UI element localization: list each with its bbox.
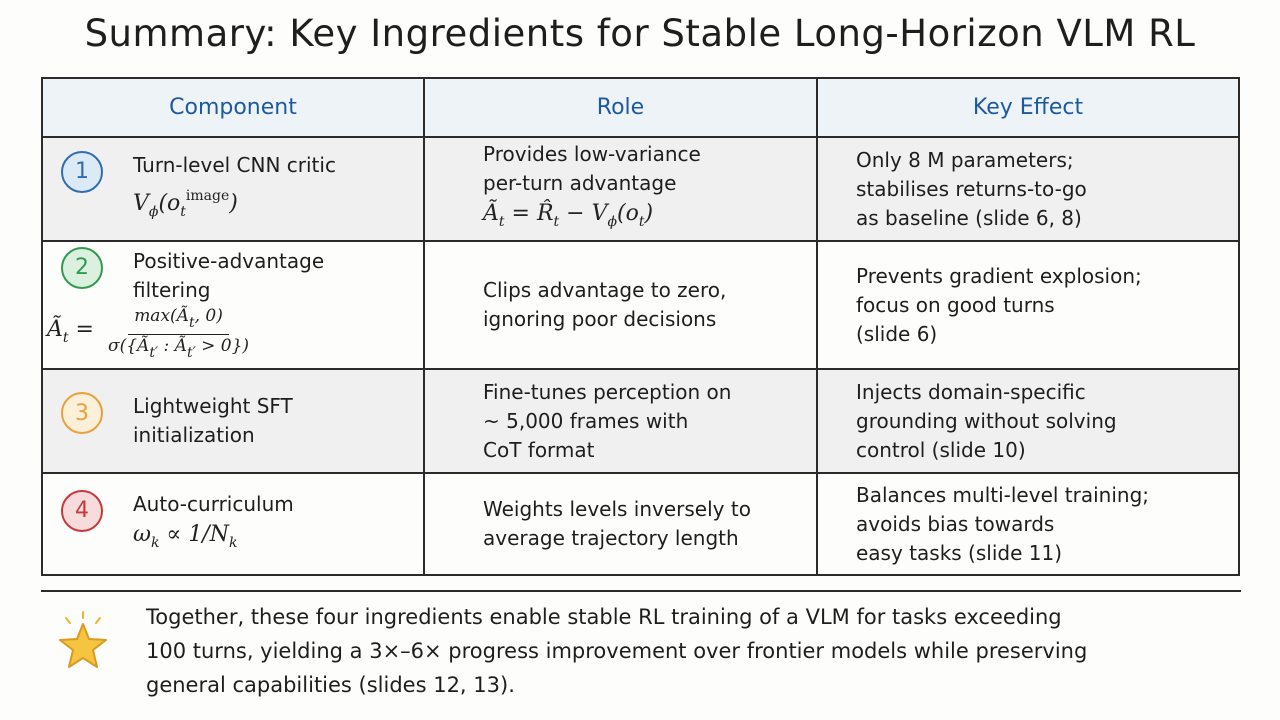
role-line: ~ 5,000 frames with: [483, 408, 689, 433]
component-name-line: Lightweight SFT: [133, 394, 293, 418]
component-name-line: Positive-advantage: [133, 248, 325, 273]
component-cell: [42, 241, 424, 369]
number-badge-3: 3: [61, 392, 103, 434]
role-line: Fine-tunes perception on: [483, 379, 732, 404]
effect-line: avoids bias towards: [856, 511, 1055, 536]
component-cell: [42, 473, 424, 575]
footer-line: general capabilities (slides 12, 13).: [146, 673, 515, 697]
effect-cell: [817, 473, 1239, 575]
effect-line: Balances multi-level training;: [856, 482, 1150, 507]
number-badge-4: 4: [61, 490, 103, 532]
component-name: Auto-curriculum: [133, 491, 294, 516]
table-header-row: [42, 78, 1239, 137]
header-role: Role: [424, 78, 817, 137]
role-cell: [424, 473, 817, 575]
role-cell: [424, 369, 817, 473]
role-line: Weights levels inversely to: [483, 497, 751, 521]
effect-line: (slide 6): [856, 321, 938, 346]
role-line: Clips advantage to zero,: [483, 278, 727, 302]
component-name: Turn-level CNN critic: [133, 152, 336, 177]
component-name-line: filtering: [133, 277, 211, 302]
summary-table: [41, 77, 1240, 576]
page-title: Summary: Key Ingredients for Stable Long-Horizon VLM RL: [84, 12, 1196, 55]
role-line: Provides low-variance: [483, 142, 701, 166]
role-line: CoT format: [483, 437, 595, 462]
star-icon: [54, 610, 112, 676]
advantage-formula: $Ã_t$ = $R̂_t - V_\phi(o_t)$: [483, 201, 654, 230]
critic-formula: $V_\phi(o_t^{image})$: [133, 187, 238, 220]
effect-line: easy tasks (slide 11): [856, 540, 1062, 565]
number-badge-1: 1: [61, 151, 103, 193]
filtering-formula: $Ã_t$ = $\frac{\max(Ã_t, 0)}{\sigma(\{Ã_{t'} : Ã_{t'} > 0\})}$: [47, 305, 250, 361]
effect-line: Only 8 M parameters;: [856, 147, 1074, 172]
header-component: Component: [42, 78, 424, 137]
effect-line: Prevents gradient explosion;: [856, 263, 1142, 288]
role-cell: [424, 137, 817, 241]
section-divider: [41, 590, 1241, 592]
effect-line: control (slide 10): [856, 437, 1026, 462]
footer-line: Together, these four ingredients enable stable RL training of a VLM for tasks exceeding: [146, 605, 1062, 629]
role-line: ignoring poor decisions: [483, 307, 717, 331]
header-key-effect: Key Effect: [817, 78, 1239, 137]
number-badge-2: 2: [61, 247, 103, 289]
component-name-line: initialization: [133, 423, 255, 447]
table-row: [42, 137, 1239, 241]
effect-cell: [817, 137, 1239, 241]
effect-line: stabilises returns-to-go: [856, 176, 1087, 201]
component-cell: [42, 369, 424, 473]
effect-line: Injects domain-specific: [856, 379, 1086, 404]
table-row: [42, 473, 1239, 575]
effect-cell: [817, 369, 1239, 473]
effect-cell: [817, 241, 1239, 369]
footer-line: 100 turns, yielding a 3×–6× progress improvement over frontier models while preserving: [146, 639, 1088, 663]
table-row: [42, 369, 1239, 473]
role-cell: [424, 241, 817, 369]
component-cell: [42, 137, 424, 241]
role-line: average trajectory length: [483, 526, 739, 550]
effect-line: grounding without solving: [856, 408, 1117, 433]
effect-line: focus on good turns: [856, 292, 1055, 317]
role-line: per-turn advantage: [483, 171, 677, 195]
curriculum-formula: $\omega_k \propto 1/N_k$: [133, 521, 238, 551]
summary-footer: [146, 600, 1246, 702]
table-row: [42, 241, 1239, 369]
effect-line: as baseline (slide 6, 8): [856, 205, 1082, 230]
